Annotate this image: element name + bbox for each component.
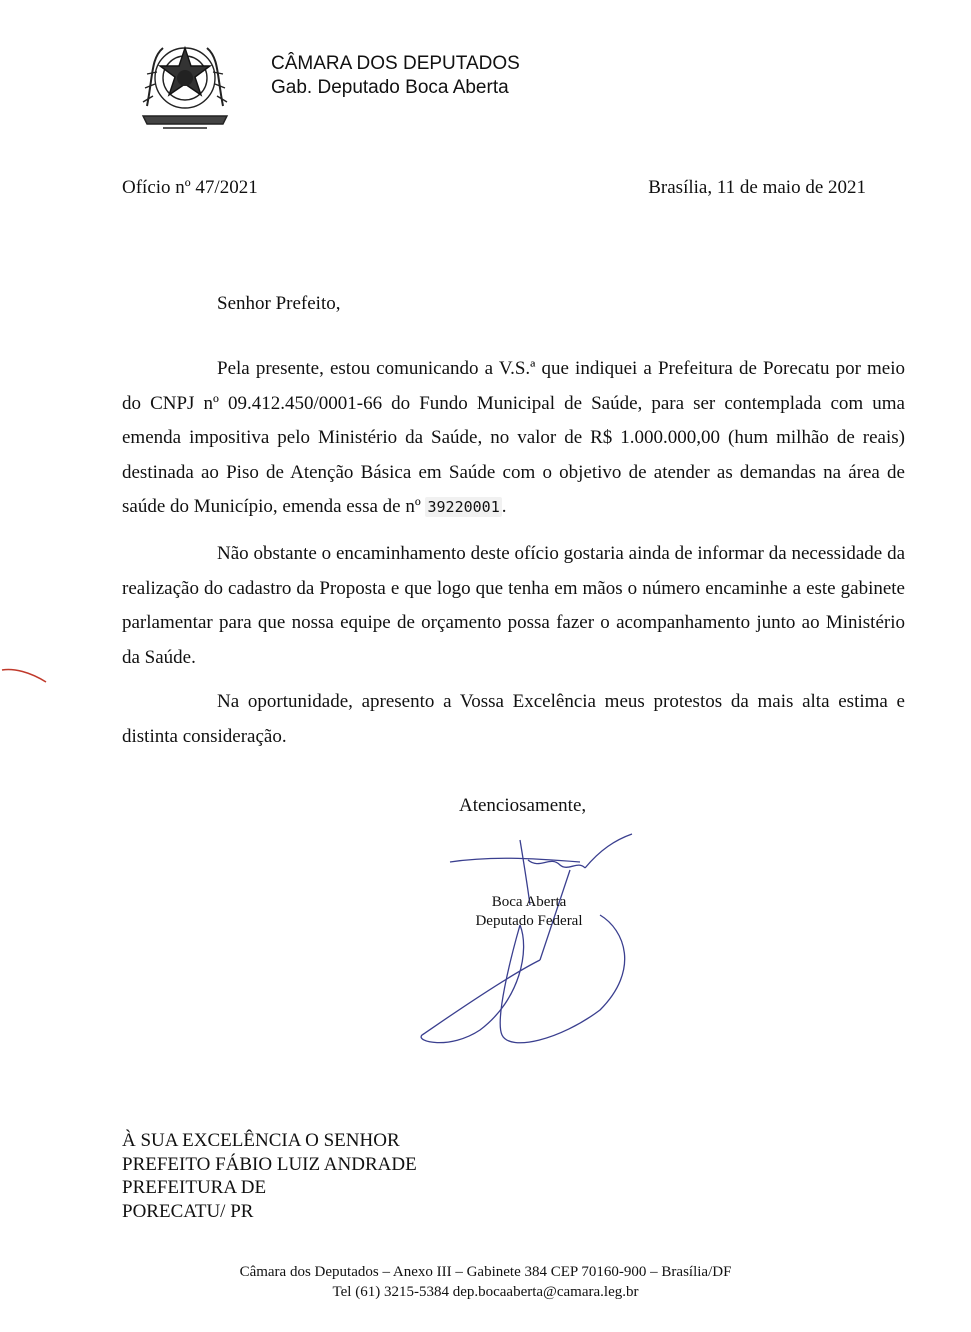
- footer-address: Câmara dos Deputados – Anexo III – Gabinete 384 CEP 70160-900 – Brasília/DF: [239, 1264, 732, 1280]
- letterhead: [271, 52, 520, 100]
- paragraph-1: [122, 352, 905, 525]
- signature-block: [466, 893, 592, 931]
- recipient-line-2: PREFEITO FÁBIO LUIZ ANDRADE: [122, 1153, 417, 1175]
- paragraph-1-text: Pela presente, estou comunicando a V.S.ª que indiquei a Prefeitura de Porecatu por meio do CNPJ nº 09.412.450/0001-66 do Fundo Municipal de Saúde, para ser contemplada com uma emenda impositiva pelo Ministério da Saúde, no valor de R$ 1.000.000,00 (hum milhão de reais) destinada ao Piso de Atenção Básica em Saúde com o objetivo de atender as demandas na área de saúde do Município, emenda essa de nº: [122, 358, 905, 518]
- footer-contact: Tel (61) 3215-5384 dep.bocaaberta@camara.leg.br: [332, 1284, 639, 1300]
- red-pen-mark: [0, 664, 50, 686]
- paragraph-1-end: .: [501, 496, 507, 518]
- signer-name: Boca Aberta: [491, 894, 567, 910]
- document-number: Ofício nº 47/2021: [122, 177, 258, 198]
- recipient-address: [122, 1129, 417, 1223]
- paragraph-2: [122, 537, 905, 675]
- recipient-line-3: PREFEITURA DE: [122, 1177, 267, 1198]
- recipient-line-4: PORECATU/ PR: [122, 1200, 254, 1222]
- paragraph-3-text: Na oportunidade, apresento a Vossa Excelência meus protestos da mais alta estima e distinta consideração.: [122, 691, 905, 747]
- salutation: Senhor Prefeito,: [217, 293, 341, 314]
- amendment-number: 39220001: [427, 498, 500, 517]
- recipient-line-1: À SUA EXCELÊNCIA O SENHOR: [122, 1130, 400, 1151]
- handwritten-signature: [410, 830, 640, 1055]
- brazil-coat-of-arms-icon: [133, 36, 237, 132]
- document-date: Brasília, 11 de maio de 2021: [648, 177, 866, 198]
- paragraph-3: [122, 685, 905, 754]
- institution-name: CÂMARA DOS DEPUTADOS: [271, 53, 520, 74]
- paragraph-2-text: Não obstante o encaminhamento deste ofício gostaria ainda de informar da necessidade da realização do cadastro da Proposta e que logo que tenha em mãos o número encaminhe a este gabinete parlamentar para que nossa equipe de orçamento possa fazer o acompanhamento junto ao Ministério da Saúde.: [122, 543, 905, 668]
- office-name: Gab. Deputado Boca Aberta: [271, 77, 509, 98]
- page-footer: [0, 1262, 971, 1302]
- signer-title: Deputado Federal: [475, 913, 583, 929]
- closing: Atenciosamente,: [459, 795, 587, 816]
